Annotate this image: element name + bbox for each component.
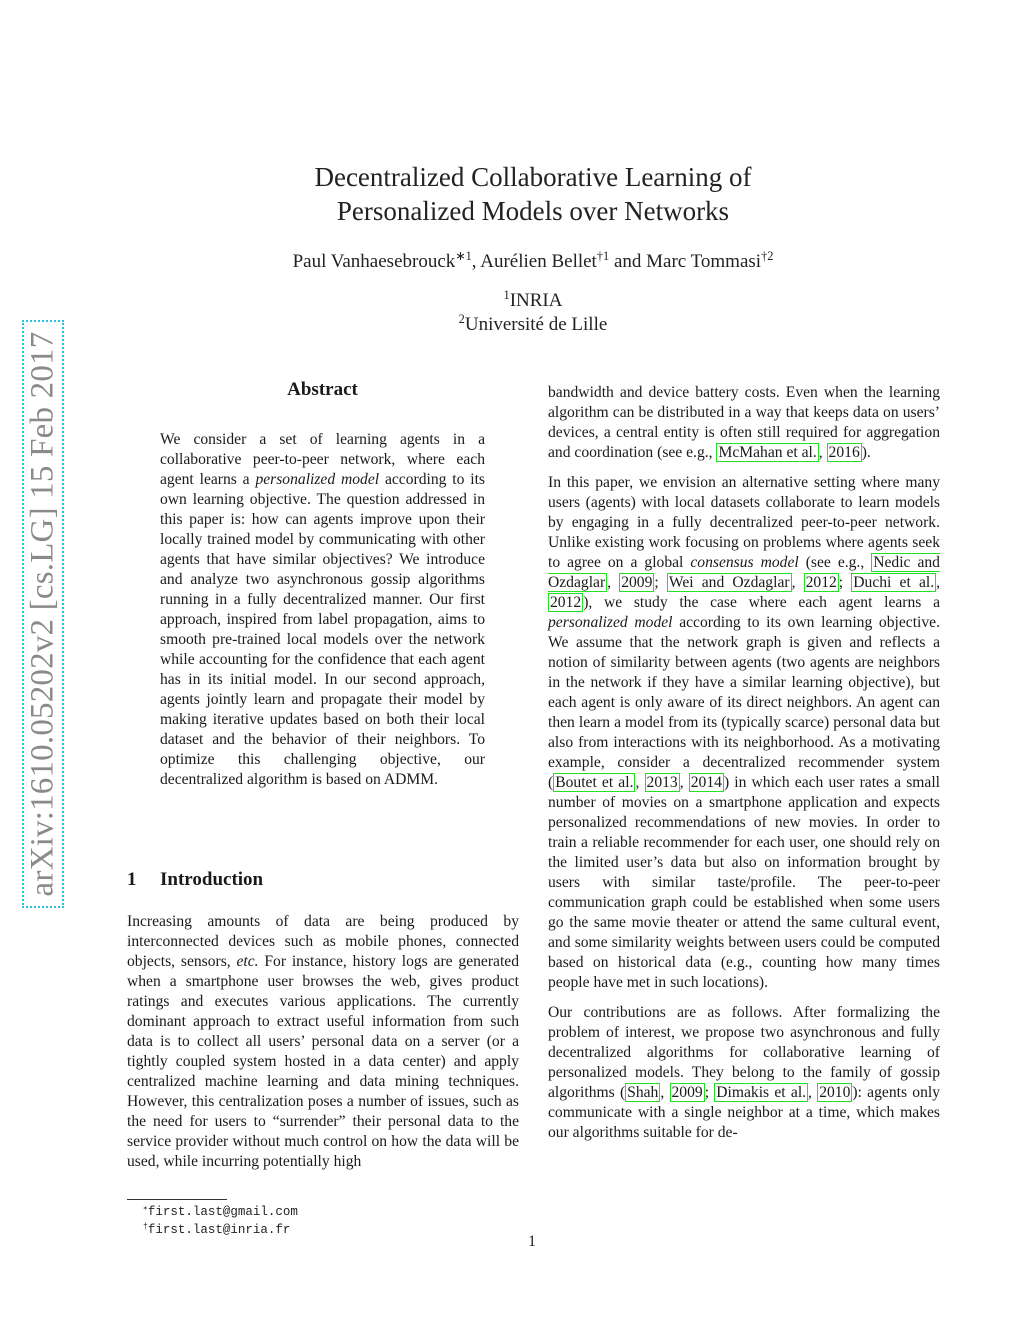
abstract-heading: Abstract xyxy=(287,379,358,400)
author-3-mark: †2 xyxy=(761,249,774,264)
paper-title xyxy=(240,160,826,228)
page-number: 1 xyxy=(528,1233,536,1250)
citation-link[interactable]: 2010 xyxy=(819,1084,851,1101)
paragraph-text: In this paper, we envision an alternative setting where many users (agents) with local datasets collaborate to learn models by engaging in a fully decentralized peer-to-peer network. Unlike existing work focusing on problems where agents seek to agree on a global xyxy=(548,474,940,571)
citation-link[interactable]: 2012 xyxy=(550,594,582,611)
section-heading-introduction xyxy=(127,869,263,891)
citation-link[interactable]: Shah xyxy=(627,1084,659,1101)
footnote-2 xyxy=(143,1223,290,1237)
paragraph-text: Our contributions are as follows. After formalizing the problem of interest, we propose two asynchronous and fully decentralized algorithms for collaborative learning of personalized models. They belong to the family of gossip algorithms ( xyxy=(548,1004,940,1101)
citation-link[interactable]: 2012 xyxy=(805,574,837,591)
section-title: Introduction xyxy=(160,869,264,890)
section-number: 1 xyxy=(127,869,137,890)
citation-link[interactable]: 2016 xyxy=(828,444,860,461)
paragraph-text: ), we study the case where each agent learns a xyxy=(583,594,940,611)
emphasis: consensus model xyxy=(690,554,799,571)
footnote-1-mark: ∗ xyxy=(143,1204,148,1214)
arxiv-identifier-text: arXiv:1610.05202v2 [cs.LG] 15 Feb 2017 xyxy=(24,331,61,897)
paragraph: bandwidth and device battery costs. Even when the learning algorithm can be distributed in a way that keeps data on users’ devices, a central entity is often still required for aggregation and coordination (see e.g., McMahan et al. , 2016 ). xyxy=(548,384,940,461)
arxiv-identifier-stamp[interactable] xyxy=(22,320,64,908)
affiliation-2-mark: 2 xyxy=(458,312,465,327)
abstract-text-1: We consider a set of learning agents in a collaborative peer-to-peer network, where each agent learns a xyxy=(160,431,485,488)
author-1-mark: ∗1 xyxy=(455,249,472,264)
author-2-mark: †1 xyxy=(596,249,610,264)
citation-link[interactable]: Duchi et al. xyxy=(853,574,935,591)
abstract-body xyxy=(160,430,485,790)
citation-link[interactable]: 2009 xyxy=(621,574,653,591)
intro-left-text-2: For instance, history logs are generated when a smartphone user browses the web, gives product ratings and executes various applications. The currently dominant approach to extract useful information from such data is to collect all users’ personal data on a server (or a tightly coupled system hosted in a data center) and apply centralized machine learning and data mining techniques. However, this centralization poses a number of issues, such as the need for users to “surrender” their personal data to the service provider without much control on how the data will be used, while incurring potentially high xyxy=(127,953,519,1170)
citation-link[interactable]: 2009 xyxy=(671,1084,703,1101)
author-separator-1: , xyxy=(471,251,481,272)
introduction-right-column xyxy=(548,383,940,1153)
citation-link[interactable]: 2014 xyxy=(690,774,722,791)
author-list xyxy=(200,251,866,273)
citation-link[interactable]: Nedic and Ozdaglar xyxy=(548,554,940,591)
citation-link[interactable]: Boutet et al. xyxy=(555,774,634,791)
affiliation-2-name: Université de Lille xyxy=(464,314,608,335)
author-separator-2: and xyxy=(609,251,647,272)
paragraph-text: bandwidth and device battery costs. Even when the learning algorithm can be distributed in a way that keeps data on users’ devices, a central entity is often still required for aggregation and coordination (see e.g., xyxy=(548,384,940,461)
affiliation-1-mark: 1 xyxy=(503,288,510,303)
affiliation-1-name: INRIA xyxy=(509,290,563,311)
paragraph-text: ): agents only communicate with a single neighbor at a time, which makes our algorithms suitable for de- xyxy=(548,1084,940,1141)
title-line-2: Personalized Models over Networks xyxy=(336,196,730,226)
paragraph-text: according to its own learning objective. We assume that the network graph is given and reflects a notion of similarity between agents (two agents are neighbors in the network if they have a similar learning objective), but each agent is only aware of its direct neighbors. An agent can then learn a model from its (typically scarce) personal data but also from interactions with its neighborhood. As a motivating example, consider a decentralized recommender system ( xyxy=(548,614,940,791)
paragraph: Our contributions are as follows. After formalizing the problem of interest, we propose two asynchronous and fully decentralized algorithms for collaborative learning of personalized models. They belong to the family of gossip algorithms ( Shah , 2009 ; Dimakis et al. , 2010 ): agents only communicate with a single neighbor at a time, which makes our algorithms suitable for de- xyxy=(548,1004,940,1141)
footnote-1 xyxy=(143,1205,298,1219)
footnote-2-mark: † xyxy=(143,1222,148,1232)
affiliation-2 xyxy=(300,314,766,336)
footnote-1-email[interactable]: first.last@gmail.com xyxy=(147,1205,298,1219)
citation-link[interactable]: Wei and Ozdaglar xyxy=(668,574,790,591)
paragraph-text: ) in which each user rates a small number of movies on a smartphone application and expects personalized recommendations of new movies. In order to train a reliable recommender for each user, one should rely on the limited user’s data but also on information brought by users with similar taste/profile. The peer-to-peer communication graph could be established when some users go the same movie theater or attend the same cultural event, and some similarity weights between users could be computed based on historical data (e.g., counting how many times people have met in such locations). xyxy=(548,774,941,991)
author-2: Aurélien Bellet xyxy=(480,251,597,272)
footnote-divider xyxy=(127,1199,227,1200)
citation-link[interactable]: 2013 xyxy=(646,774,678,791)
intro-left-text-1: Increasing amounts of data are being produced by interconnected devices such as mobile phones, connected objects, sensors, xyxy=(127,913,519,970)
abstract-emphasis: personalized model xyxy=(255,471,380,488)
abstract-text-2: according to its own learning objective. The question addressed in this paper is: how can agents improve upon their locally trained model by communicating with other agents that have similar objectives? We introduce and analyze two asynchronous gossip algorithms running in a fully decentralized manner. Our first approach, inspired from label propagation, aims to smooth pre-trained local models over the network while accounting for the confidence that each agent has in its initial model. In our second approach, agents jointly learn and propagate their model by making iterative updates based on both their local dataset and the behavior of their neighbors. To optimize this challenging objective, our decentralized algorithm is based on ADMM. xyxy=(160,471,485,788)
title-line-1: Decentralized Collaborative Learning of xyxy=(314,162,752,192)
paragraph: In this paper, we envision an alternative setting where many users (agents) with local datasets collaborate to learn models by engaging in a fully decentralized peer-to-peer network. Unlike existing work focusing on problems where agents seek to agree on a global consensus model (see e.g., Nedic and Ozdaglar , 2009 ; Wei and Ozdaglar , 2012 ; Duchi et al. , 2012 ), we study the case where each agent learns a personalized model according to its own learning objective. We assume that the network graph is given and reflects a notion of similarity between agents (two agents are neighbors in the network if they have a similar learning objective), but each agent is only aware of its direct neighbors. An agent can then learn a model from its (typically scarce) personal data but also from interactions with its neighborhood. As a motivating example, consider a decentralized recommender system ( Boutet et al. , 2013 , 2014 ) in which each user rates a small number of movies on a smartphone application and expects personalized recommendations of new movies. In order to train a reliable recommender for each user, one should rely on the limited user’s data but also on information brought by users with similar taste/profile. The peer-to-peer communication graph could be established when some users go the same movie theater or attend the same cultural event, and some similarity weights between users could be computed based on historical data (e.g., counting how many times people have met in such locations). xyxy=(548,474,941,991)
paragraph-text: (see e.g., xyxy=(798,554,872,571)
citation-link[interactable]: Dimakis et al. xyxy=(716,1084,807,1101)
affiliation-1 xyxy=(300,290,766,312)
author-1: Paul Vanhaesebrouck xyxy=(292,251,456,272)
citation-link[interactable]: McMahan et al. xyxy=(718,444,817,461)
author-3: Marc Tommasi xyxy=(646,251,762,272)
introduction-left-column xyxy=(127,912,519,1172)
paragraph-text: ). xyxy=(861,444,871,461)
emphasis: personalized model xyxy=(548,614,673,631)
footnote-2-email[interactable]: first.last@inria.fr xyxy=(147,1223,291,1237)
intro-left-emphasis: etc. xyxy=(236,953,259,970)
